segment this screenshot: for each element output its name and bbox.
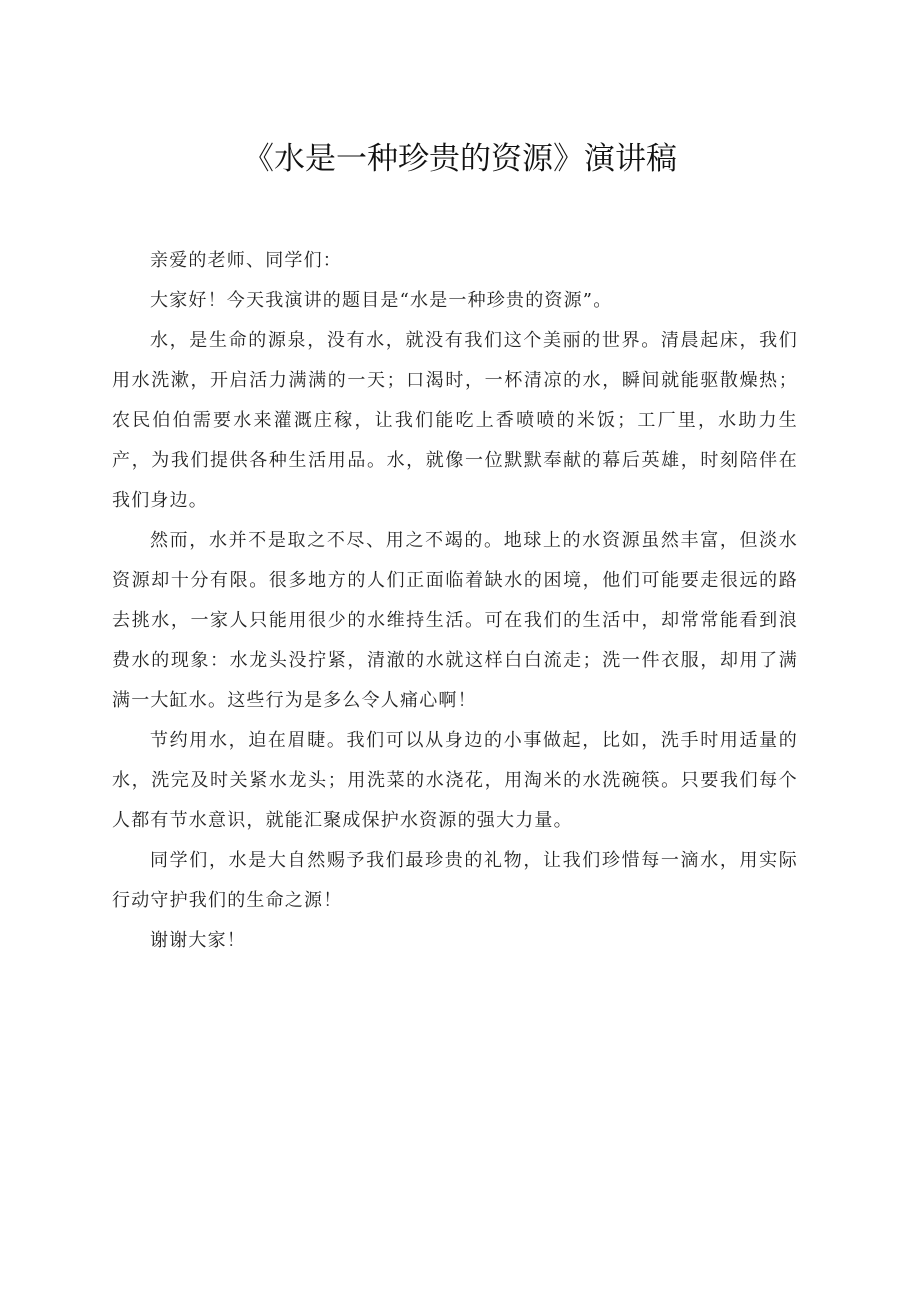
- greeting-paragraph: 亲爱的老师、同学们：: [150, 250, 342, 271]
- document-body: [112, 241, 798, 961]
- opening-paragraph: 大家好！今天我演讲的题目是“水是一种珍贵的资源”。: [150, 290, 613, 311]
- body-paragraph-importance: 水，是生命的源泉，没有水，就没有我们这个美丽的世界。清晨起床，我们用水洗漱，开启活力满满的一天；口渴时，一杯清凉的水，瞬间就能驱散燥热；农民伯伯需要水来灌溉庄稼，让我们能吃上香喷喷的米饭；工厂里，水助力生产，为我们提供各种生活用品。水，就像一位默默奉献的幕后英雄，时刻陪伴在我们身边。: [112, 330, 798, 511]
- body-paragraph-saving: 节约用水，迫在眉睫。我们可以从身边的小事做起，比如，洗手时用适量的水，洗完及时关紧水龙头；用洗菜的水浇花，用淘米的水洗碗筷。只要我们每个人都有节水意识，就能汇聚成保护水资源的强大力量。: [112, 730, 798, 831]
- body-paragraph-appeal: 同学们，水是大自然赐予我们最珍贵的礼物，让我们珍惜每一滴水，用实际行动守护我们的生命之源！: [112, 850, 798, 911]
- body-paragraph-scarcity: 然而，水并不是取之不尽、用之不竭的。地球上的水资源虽然丰富，但淡水资源却十分有限。很多地方的人们正面临着缺水的困境，他们可能要走很远的路去挑水，一家人只能用很少的水维持生活。可在我们的生活中，却常常能看到浪费水的现象：水龙头没拧紧，清澈的水就这样白白流走；洗一件衣服，却用了满满一大缸水。这些行为是多么令人痛心啊！: [112, 530, 798, 711]
- closing-paragraph: 谢谢大家！: [150, 930, 246, 951]
- document-title: 《水是一种珍贵的资源》演讲稿: [243, 141, 677, 177]
